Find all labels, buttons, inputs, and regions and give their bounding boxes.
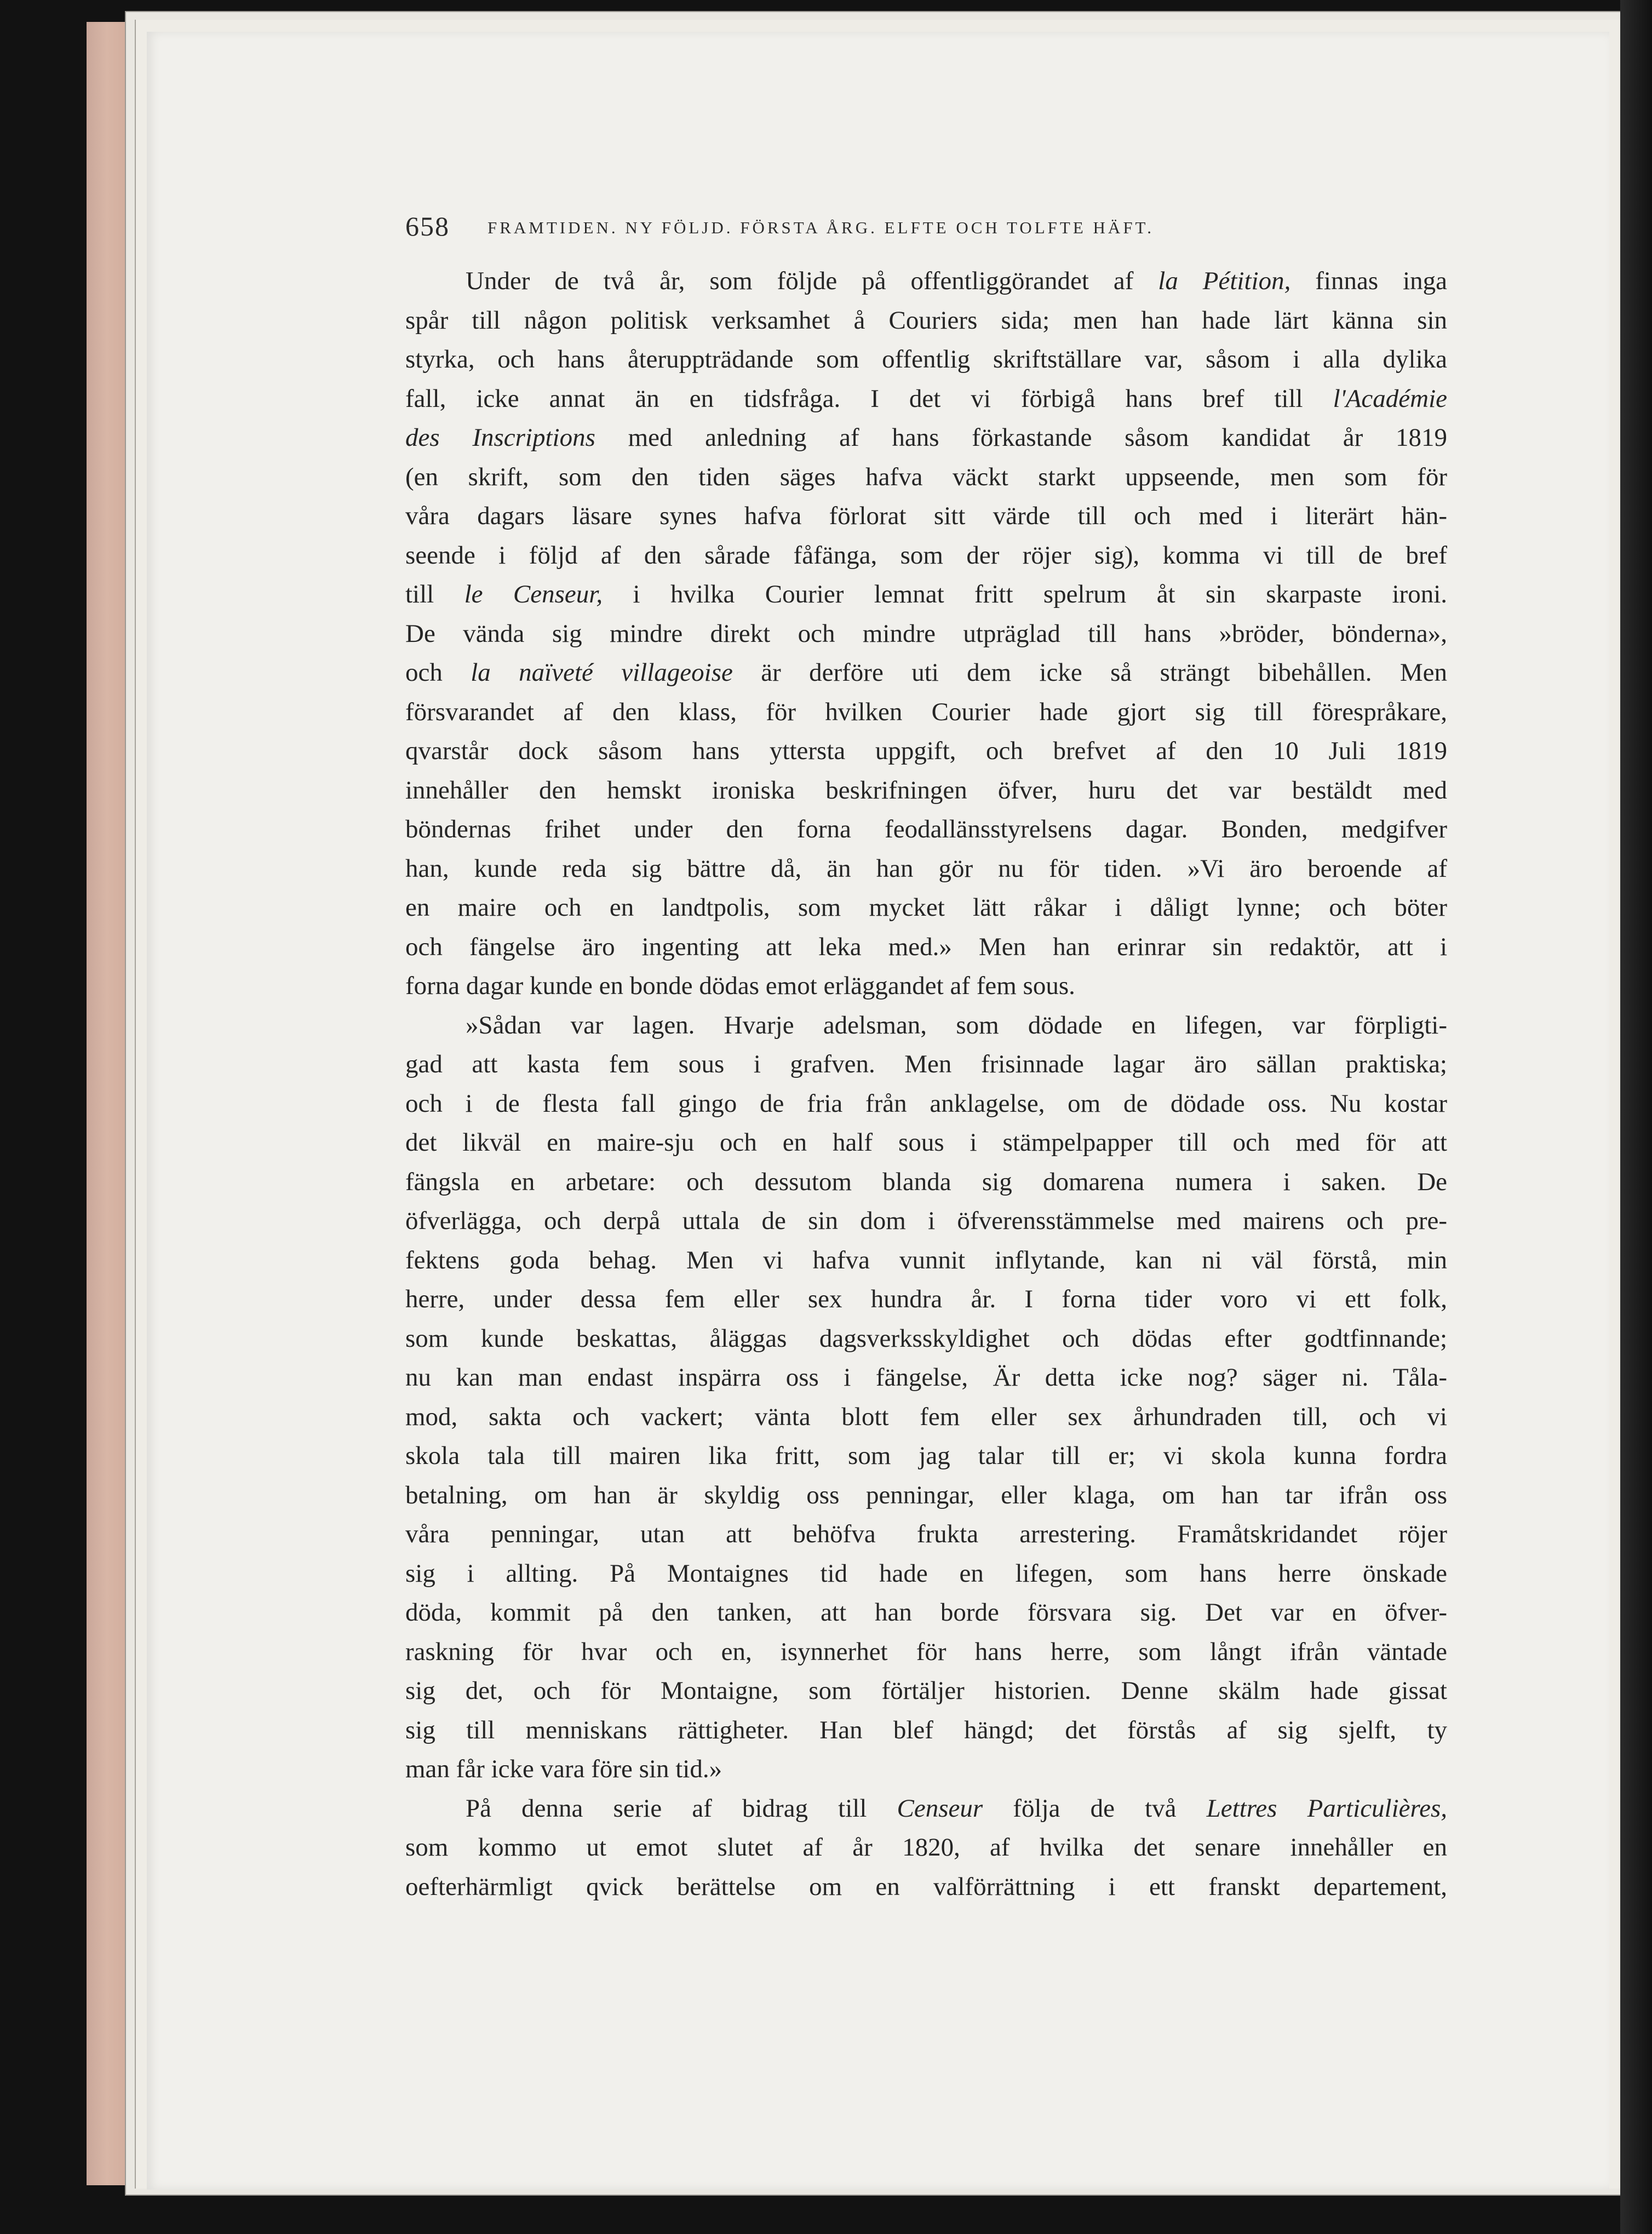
text-segment: herre, under dessa fem eller sex hundra år. I forna tider voro vi ett folk, (405, 1285, 1447, 1313)
text-line (405, 928, 1447, 967)
text-line (405, 1868, 1447, 1907)
text-segment: fängsla en arbetare: och dessutom blanda sig domarena numera i saken. De (405, 1167, 1447, 1196)
text-line (405, 1123, 1447, 1163)
text-segment: i hvilka Courier lemnat fritt spelrum åt sin skarpaste ironi. (603, 580, 1447, 608)
text-segment: »Sådan var lagen. Hvarje adelsman, som dödade en lifegen, var förpligti- (466, 1010, 1447, 1040)
text-line (405, 1672, 1447, 1711)
text-line (405, 301, 1447, 341)
text-line (405, 615, 1447, 654)
text-segment: en maire och en landtpolis, som mycket lätt råkar i dåligt lynne; och böter (405, 893, 1447, 922)
text-line (405, 1476, 1447, 1515)
text-segment: betalning, om han är skyldig oss penningar, eller klaga, om han tar ifrån oss (405, 1480, 1447, 1509)
running-head: FRAMTIDEN. NY FÖLJD. FÖRSTA ÅRG. ELFTE OCH TOLFTE HÄFT. (487, 218, 1154, 237)
text-line (405, 1593, 1447, 1633)
text-line (405, 849, 1447, 889)
text-segment: och i de flesta fall gingo de fria från anklagelse, om de dödade oss. Nu kostar (405, 1089, 1447, 1118)
text-line (405, 458, 1447, 497)
text-segment: döda, kommit på den tanken, att han borde försvara sig. Det var en öfver- (405, 1598, 1447, 1627)
text-segment: innehåller den hemskt ironiska beskrifningen öfver, huru det var bestäldt med (405, 776, 1447, 805)
text-line (405, 771, 1447, 811)
text-segment: styrka, och hans återuppträdande som offentlig skriftställare var, såsom i alla dylika (405, 345, 1447, 374)
text-line (405, 497, 1447, 536)
text-segment: han, kunde reda sig bättre då, än han gör nu för tiden. »Vi äro beroende af (405, 854, 1447, 883)
text-line (405, 340, 1447, 380)
text-segment: nu kan man endast inspärra oss i fängelse, Är detta icke nog? säger ni. Tåla- (405, 1363, 1447, 1392)
text-line (405, 1084, 1447, 1124)
text-line (405, 653, 1447, 693)
text-segment: som kunde beskattas, åläggas dagsverksskyldighet och dödas efter godtfinnande; (405, 1324, 1447, 1353)
text-segment: öfverlägga, och derpå uttala de sin dom i öfverensstämmelse med mairens och pre- (405, 1207, 1447, 1235)
text-line (405, 1711, 1447, 1750)
text-line (405, 1241, 1447, 1280)
text-line (405, 1828, 1447, 1868)
text-line (405, 888, 1447, 928)
text-line (405, 1319, 1447, 1359)
text-segment: det likväl en maire-sju och en half sous i stämpelpapper till och med för att (405, 1128, 1447, 1157)
italic-text: des Inscriptions (405, 423, 595, 452)
page-number: 658 (405, 211, 450, 242)
text-segment: De vända sig mindre direkt och mindre utpräglad till hans »bröder, bönderna», (405, 619, 1447, 648)
body-text (405, 262, 1447, 1906)
text-segment: fektens goda behag. Men vi hafva vunnit inflytande, kan ni väl förstå, min (405, 1245, 1447, 1274)
italic-text: le Censeur, (464, 580, 603, 608)
text-segment: och fängelse äro ingenting att leka med.» Men han erinrar sin redaktör, att i (405, 932, 1447, 961)
text-line (405, 1358, 1447, 1398)
text-line (405, 575, 1447, 615)
text-segment: följa de två (983, 1794, 1207, 1823)
text-line (405, 380, 1447, 419)
text-segment: våra dagars läsare synes hafva förlorat sitt värde till och med i literärt hän- (405, 502, 1447, 530)
text-line (405, 418, 1447, 458)
text-line (405, 1515, 1447, 1554)
text-segment: raskning för hvar och en, isynnerhet för hans herre, som långt ifrån väntade (405, 1637, 1447, 1666)
text-line (405, 1398, 1447, 1437)
italic-text: l'Académie (1333, 384, 1447, 413)
text-segment: seende i följd af den sårade fåfänga, som der röjer sig), komma vi till de bref (405, 541, 1447, 570)
text-line (405, 1789, 1447, 1829)
text-line (405, 967, 1447, 1006)
text-segment: finnas inga (1290, 267, 1447, 295)
text-line (405, 1554, 1447, 1594)
italic-text: la naïveté villageoise (471, 658, 733, 687)
text-segment: På denna serie af bidrag till (466, 1794, 897, 1823)
text-segment: gad att kasta fem sous i grafven. Men frisinnade lagar äro sällan praktiska; (405, 1050, 1447, 1078)
text-segment: oefterhärmligt qvick berättelse om en valförrättning i ett franskt departement, (405, 1872, 1447, 1901)
text-segment: skola tala till mairen lika fritt, som jag talar till er; vi skola kunna fordra (405, 1442, 1447, 1470)
page-header (405, 210, 1446, 254)
text-segment: med anledning af hans förkastande såsom kandidat år 1819 (595, 423, 1447, 452)
text-line (405, 1633, 1447, 1672)
text-segment: våra penningar, utan att behöfva frukta arrestering. Framåtskridandet röjer (405, 1520, 1447, 1548)
text-line (405, 1006, 1447, 1046)
text-line (405, 1437, 1447, 1476)
scan-right-border (1620, 0, 1652, 2234)
text-line (405, 810, 1447, 849)
text-segment: spår till någon politisk verksamhet å Couriers sida; men han hade lärt känna sin (405, 306, 1447, 335)
text-segment: är derföre uti dem icke så strängt bibehållen. Men (732, 658, 1447, 687)
italic-text: Censeur (897, 1794, 983, 1823)
text-line (405, 1045, 1447, 1084)
text-segment: qvarstår dock såsom hans yttersta uppgift, och brefvet af den 10 Juli 1819 (405, 737, 1447, 765)
text-line (405, 1163, 1447, 1202)
text-segment: mod, sakta och vackert; vänta blott fem eller sex århundraden till, och vi (405, 1402, 1447, 1431)
text-line (405, 1202, 1447, 1241)
text-segment: sig till menniskans rättigheter. Han blef hängd; det förstås af sig sjelft, ty (405, 1715, 1447, 1744)
text-line (405, 536, 1447, 576)
italic-text: Lettres Particulières, (1206, 1794, 1447, 1823)
text-segment: och (405, 658, 471, 687)
text-line (405, 1280, 1447, 1319)
text-line (405, 1750, 1447, 1789)
text-line (405, 262, 1447, 301)
text-segment: Under de två år, som följde på offentliggörandet af (466, 267, 1158, 295)
text-line (405, 693, 1447, 732)
text-line (405, 732, 1447, 771)
italic-text: la Pétition, (1158, 267, 1291, 295)
text-segment: forna dagar kunde en bonde dödas emot erläggandet af fem sous. (405, 972, 1075, 1000)
text-segment: fall, icke annat än en tidsfråga. I det vi förbigå hans bref till (405, 384, 1333, 413)
text-segment: försvarandet af den klass, för hvilken Courier hade gjort sig till förespråkare, (405, 697, 1447, 726)
text-segment: böndernas frihet under den forna feodallänsstyrelsens dagar. Bonden, medgifver (405, 815, 1447, 843)
text-segment: (en skrift, som den tiden säges hafva väckt starkt uppseende, men som för (405, 462, 1447, 491)
text-segment: sig det, och för Montaigne, som förtäljer historien. Denne skälm hade gissat (405, 1676, 1447, 1705)
text-segment: som kommo ut emot slutet af år 1820, af hvilka det senare innehåller en (405, 1833, 1447, 1862)
text-segment: man får icke vara före sin tid.» (405, 1755, 722, 1783)
text-segment: sig i allting. På Montaignes tid hade en lifegen, som hans herre önskade (405, 1559, 1447, 1588)
text-segment: till (405, 580, 464, 608)
